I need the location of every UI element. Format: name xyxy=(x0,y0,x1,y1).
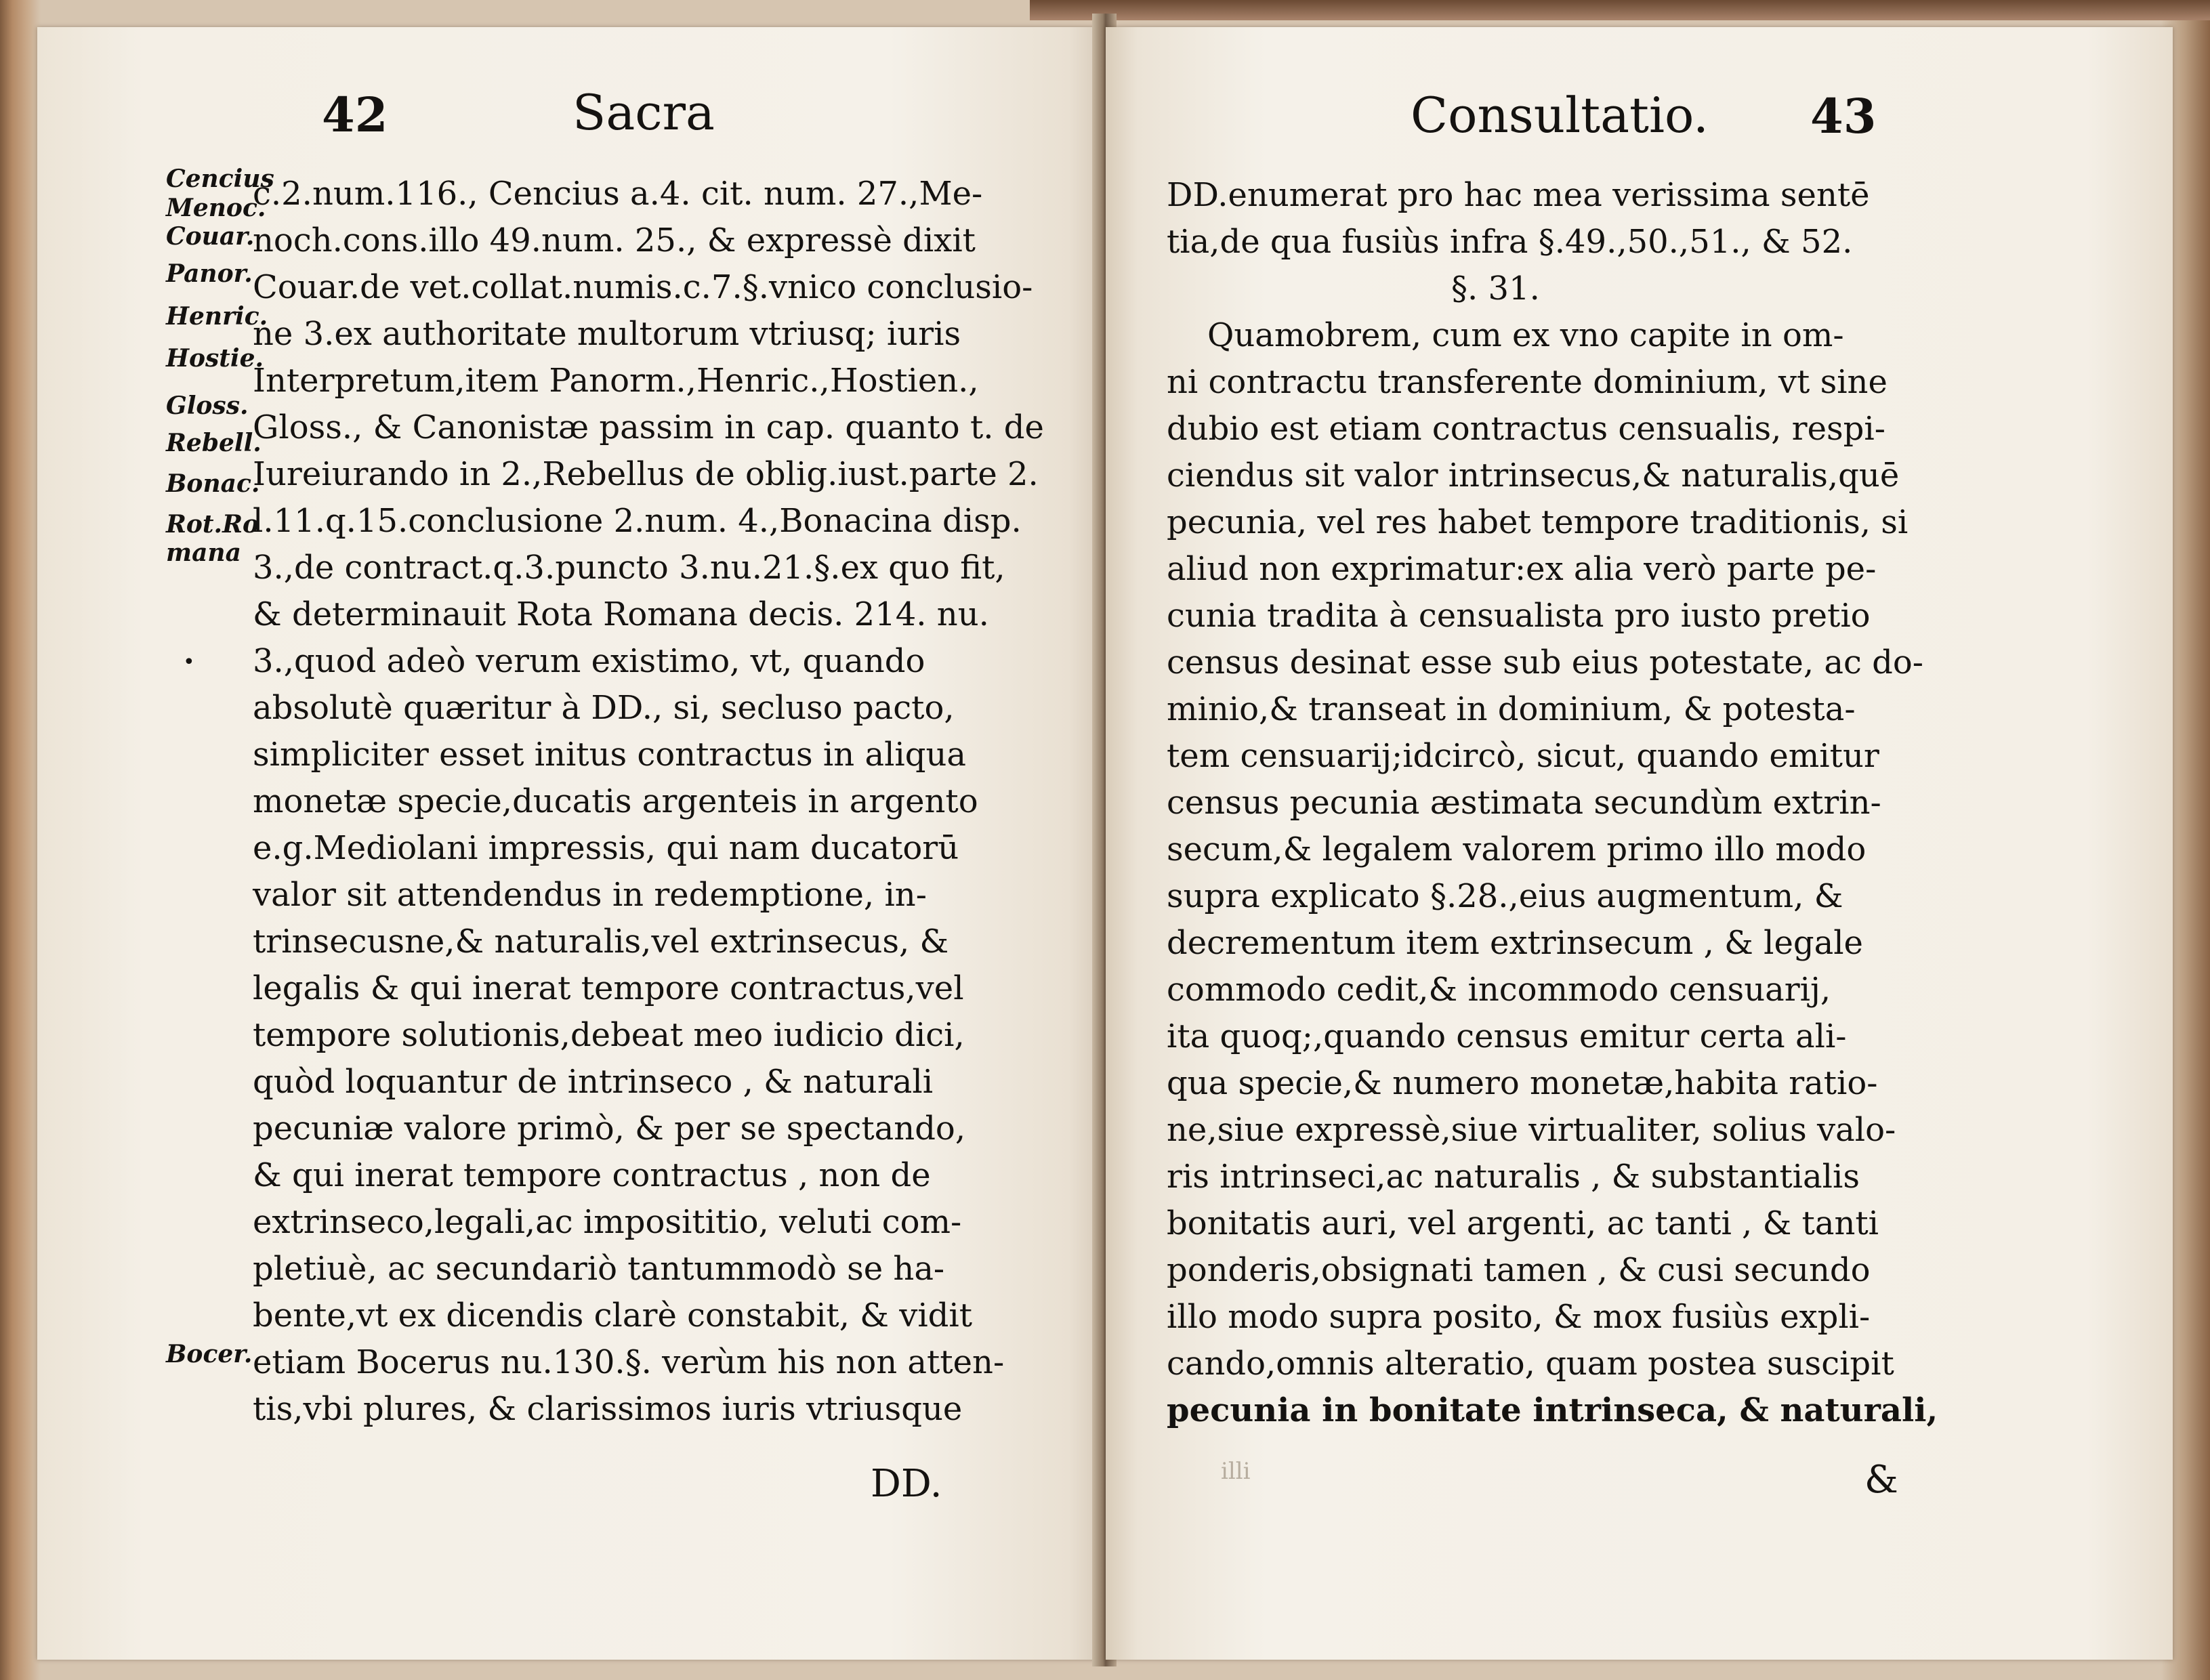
left-body-text xyxy=(253,171,1044,1433)
margin-note: Rot.Ro xyxy=(166,510,259,539)
text-line: pecuniæ valore primò, & per se spectando, xyxy=(253,1110,966,1148)
show-through-text: illi xyxy=(1221,1458,1251,1485)
text-line: simpliciter esset initus contractus in aliqua xyxy=(253,736,967,774)
text-line: cando,omnis alteratio, quam postea suscipit xyxy=(1167,1345,1894,1383)
margin-note: Hostie. xyxy=(166,344,264,373)
text-line: ris intrinseci,ac naturalis , & substantialis xyxy=(1167,1158,1860,1196)
text-line: commodo cedit,& incommodo censuarij, xyxy=(1167,971,1831,1009)
text-line: noch.cons.illo 49.num. 25., & expressè dixit xyxy=(253,222,976,259)
text-line: supra explicato §.28.,eius augmentum, & xyxy=(1167,877,1843,915)
text-line: decrementum item extrinsecum , & legale xyxy=(1167,924,1863,962)
text-line: l.11.q.15.conclusione 2.num. 4.,Bonacina disp. xyxy=(253,502,1022,540)
text-line: pletiuè, ac secundariò tantummodò se ha- xyxy=(253,1250,945,1288)
text-line: ponderis,obsignati tamen , & cusi secundo xyxy=(1167,1251,1871,1289)
text-line: ita quoq;,quando census emitur certa ali- xyxy=(1167,1017,1847,1055)
text-line: e.g.Mediolani impressis, qui nam ducatorū xyxy=(253,829,959,867)
text-line: Couar.de vet.collat.numis.c.7.§.vnico conclusio- xyxy=(253,268,1033,306)
right-body-text xyxy=(1167,172,1938,1434)
margin-note: Henric. xyxy=(166,302,268,331)
text-line: Interpretum,item Panorm.,Henric.,Hostien., xyxy=(253,362,979,400)
text-line: secum,& legalem valorem primo illo modo xyxy=(1167,831,1867,868)
margin-note: Rebell. xyxy=(166,429,262,457)
text-line: trinsecusne,& naturalis,vel extrinsecus, & xyxy=(253,923,949,961)
text-line: ne,siue expressè,siue virtualiter, solius valo- xyxy=(1167,1111,1896,1149)
catchword: DD. xyxy=(871,1462,942,1506)
text-line: ne 3.ex authoritate multorum vtriusq; iuris xyxy=(253,315,961,353)
text-line: aliud non exprimatur:ex alia verò parte pe- xyxy=(1167,550,1877,588)
text-line: dubio est etiam contractus censualis, respi- xyxy=(1167,410,1885,448)
text-line: ni contractu transferente dominium, vt sine xyxy=(1167,363,1888,401)
margin-note: mana xyxy=(166,539,241,567)
text-line: pecunia, vel res habet tempore traditionis, si xyxy=(1167,503,1909,541)
text-line: legalis & qui inerat tempore contractus,vel xyxy=(253,969,964,1007)
text-line: c.2.num.116., Cencius a.4. cit. num. 27.,Me- xyxy=(253,175,983,213)
catchword: & xyxy=(1864,1458,1898,1502)
text-line: bonitatis auri, vel argenti, ac tanti , & tanti xyxy=(1167,1204,1879,1242)
text-line: 3.,quod adeò verum existimo, vt, quando xyxy=(253,642,925,680)
stray-mark: • xyxy=(183,650,195,674)
margin-note: Gloss. xyxy=(166,392,249,420)
left-page xyxy=(37,27,1101,1660)
running-head: Consultatio. xyxy=(1411,87,1709,144)
text-line: pecunia in bonitate intrinseca, & naturali, xyxy=(1167,1391,1938,1429)
text-line: valor sit attendendus in redemptione, in- xyxy=(253,876,927,914)
text-line: DD.enumerat pro hac mea verissima sentē xyxy=(1167,176,1870,214)
text-line: minio,& transeat in dominium, & potesta- xyxy=(1167,690,1856,728)
text-line: tem censuarij;idcircò, sicut, quando emitur xyxy=(1167,737,1879,775)
text-line: cunia tradita à censualista pro iusto pretio xyxy=(1167,597,1871,635)
text-line: extrinseco,legali,ac imposititio, veluti com- xyxy=(253,1203,962,1241)
margin-note: Couar. xyxy=(166,222,255,251)
text-line: ciendus sit valor intrinsecus,& naturalis,quē xyxy=(1167,457,1900,495)
text-line: quòd loquantur de intrinseco , & naturali xyxy=(253,1063,934,1101)
text-line: bente,vt ex dicendis clarè constabit, & vidit xyxy=(253,1297,973,1335)
section-heading: §. 31. xyxy=(1451,270,1540,308)
running-head: Sacra xyxy=(572,84,715,141)
margin-note: Menoc. xyxy=(166,194,266,222)
margin-note: Bonac. xyxy=(166,469,260,498)
text-line: absolutè quæritur à DD., si, secluso pacto, xyxy=(253,689,955,727)
text-line: qua specie,& numero monetæ,habita ratio- xyxy=(1167,1064,1878,1102)
text-line: tempore solutionis,debeat meo iudicio dici, xyxy=(253,1016,965,1054)
text-line: Gloss., & Canonistæ passim in cap. quanto t. de xyxy=(253,408,1044,446)
book-cover-edge xyxy=(1030,0,2210,20)
text-line: census pecunia æstimata secundùm extrin- xyxy=(1167,784,1881,822)
page-number: 43 xyxy=(1810,88,1877,144)
text-line: census desinat esse sub eius potestate, ac do- xyxy=(1167,644,1923,681)
text-line: tis,vbi plures, & clarissimos iuris vtriusque xyxy=(253,1390,963,1428)
page-number: 42 xyxy=(322,87,388,143)
text-line: Iureiurando in 2.,Rebellus de oblig.iust.parte 2. xyxy=(253,455,1039,493)
text-line: & qui inerat tempore contractus , non de xyxy=(253,1156,931,1194)
text-line: 3.,de contract.q.3.puncto 3.nu.21.§.ex quo fit, xyxy=(253,549,1005,587)
text-line: monetæ specie,ducatis argenteis in argento xyxy=(253,782,978,820)
margin-note: Bocer. xyxy=(166,1340,253,1368)
right-page xyxy=(1106,27,2173,1660)
margin-note: Panor. xyxy=(166,259,253,288)
text-line: etiam Bocerus nu.130.§. verùm his non atten- xyxy=(253,1343,1005,1381)
text-line: illo modo supra posito, & mox fusiùs expli- xyxy=(1167,1298,1871,1336)
margin-note: Cencius xyxy=(166,165,274,193)
text-line: & determinauit Rota Romana decis. 214. nu. xyxy=(253,595,989,633)
text-line: tia,de qua fusiùs infra §.49.,50.,51., & 52. xyxy=(1167,223,1853,261)
text-line: Quamobrem, cum ex vno capite in om- xyxy=(1207,316,1844,354)
